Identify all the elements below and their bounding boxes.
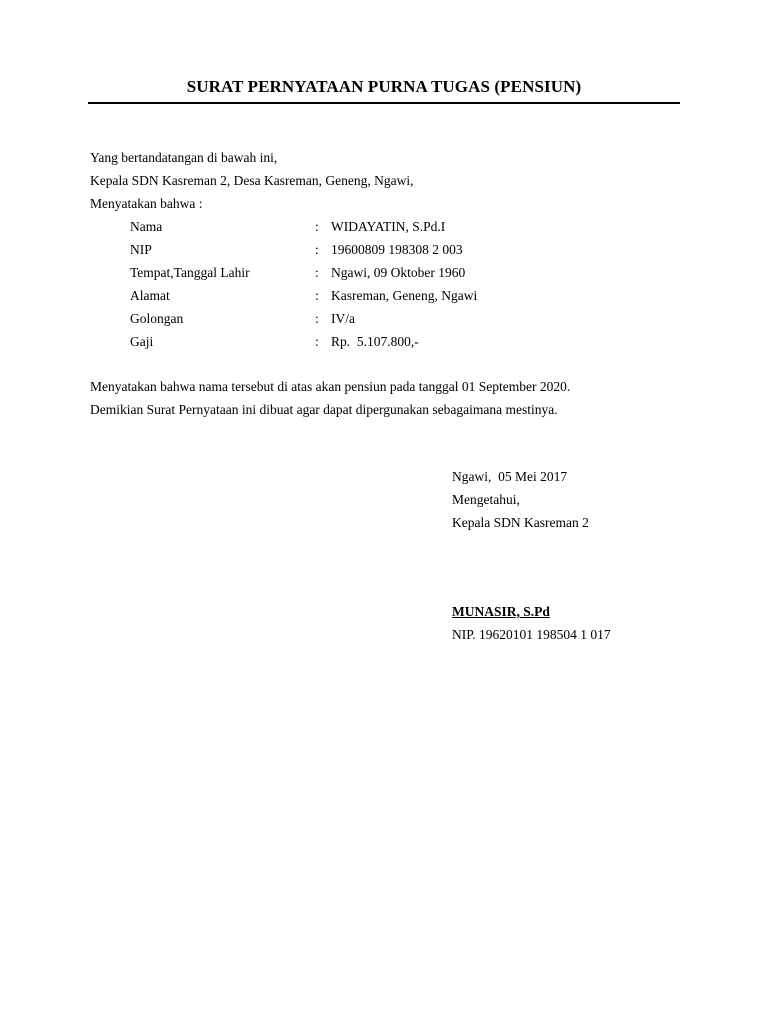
field-value: Kasreman, Geneng, Ngawi [331,288,478,303]
field-colon: : [315,311,319,326]
intro-line-3: Menyatakan bahwa : [90,196,203,211]
signature-acknowledged: Mengetahui, [452,492,520,507]
signature-position: Kepala SDN Kasreman 2 [452,515,589,530]
intro-line-2: Kepala SDN Kasreman 2, Desa Kasreman, Geneng, Ngawi, [90,173,414,188]
field-colon: : [315,219,319,234]
field-value: Ngawi, 09 Oktober 1960 [331,265,466,280]
document-title: SURAT PERNYATAAN PURNA TUGAS (PENSIUN) [186,77,582,96]
field-value: WIDAYATIN, S.Pd.I [331,219,446,234]
field-colon: : [315,265,319,280]
signatory-name: MUNASIR, S.Pd [452,604,550,619]
field-colon: : [315,334,319,349]
statement-line-2: Demikian Surat Pernyataan ini dibuat agar dapat dipergunakan sebagaimana mestinya. [90,402,558,417]
field-colon: : [315,242,319,257]
field-label: Golongan [130,311,184,326]
field-label: Tempat,Tanggal Lahir [130,265,250,280]
field-label: Alamat [130,288,170,303]
title-underline [88,102,680,104]
statement-line-1: Menyatakan bahwa nama tersebut di atas akan pensiun pada tanggal 01 September 2020. [90,379,571,394]
signature-place-date: Ngawi, 05 Mei 2017 [452,469,568,484]
field-value: 19600809 198308 2 003 [331,242,463,257]
intro-line-1: Yang bertandatangan di bawah ini, [90,150,278,165]
field-colon: : [315,288,319,303]
field-value: Rp. 5.107.800,- [331,334,419,349]
field-label: Nama [130,219,163,234]
field-label: Gaji [130,334,154,349]
field-label: NIP [130,242,152,257]
field-value: IV/a [331,311,355,326]
signatory-nip: NIP. 19620101 198504 1 017 [452,627,611,642]
